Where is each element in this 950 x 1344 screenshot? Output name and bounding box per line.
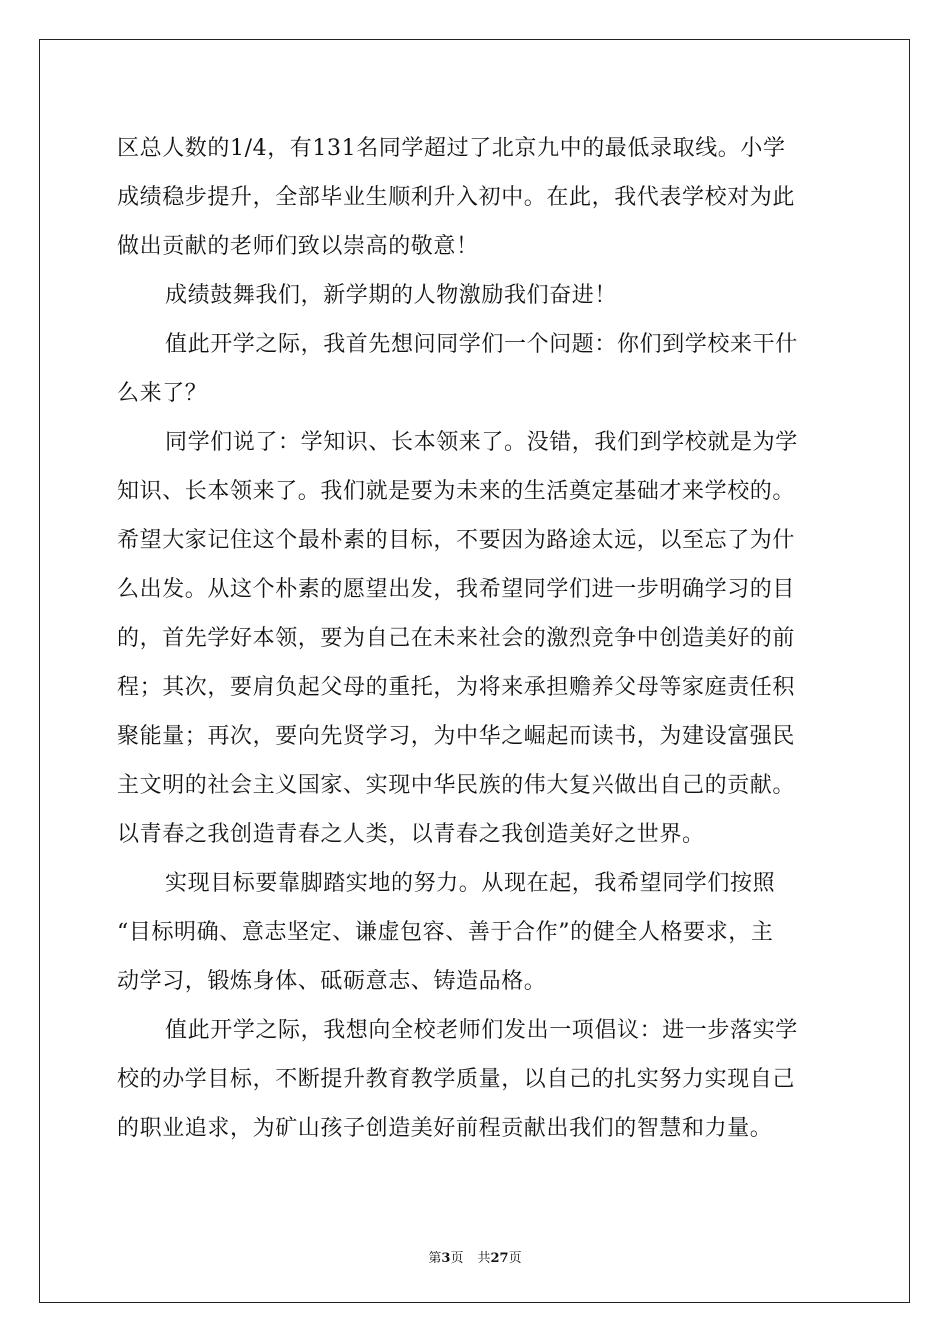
paragraph [117,124,833,271]
text-line: 么来了？ [117,381,208,406]
text-line: 程；其次，要肩负起父母的重托，为将来承担赡养父母等家庭责任积 [117,675,796,700]
paragraph [117,271,833,320]
total-prefix: 共 [477,1251,491,1266]
page-number: 3 [441,1251,451,1266]
page-footer [0,1247,950,1266]
document-body [117,124,833,1153]
page-prefix: 第 [428,1251,442,1266]
text-line: 知识、长本领来了。我们就是要为未来的生活奠定基础才来学校的。 [117,479,796,504]
text-line: 校的办学目标，不断提升教育教学质量，以自己的扎实努力实现自己 [117,1067,796,1092]
text-line: 区总人数的1/4，有131名同学超过了北京九中的最低录取线。小学 [117,136,786,161]
text-line: 值此开学之际，我首先想问同学们一个问题：你们到学校来干什 [165,332,798,357]
text-line: 的职业追求，为矿山孩子创造美好前程贡献出我们的智慧和力量。 [117,1116,773,1141]
text-line: 同学们说了：学知识、长本领来了。没错，我们到学校就是为学 [165,430,798,455]
text-line: 动学习，锻炼身体、砥砺意志、铸造品格。 [117,969,547,994]
text-line: 聚能量；再次，要向先贤学习，为中华之崛起而读书，为建设富强民 [117,724,796,749]
paragraph [117,1006,833,1153]
paragraph [117,418,833,859]
text-line: 么出发。从这个朴素的愿望出发，我希望同学们进一步明确学习的目 [117,577,796,602]
page-suffix: 页 [450,1251,464,1266]
text-line: 成绩鼓舞我们，新学期的人物激励我们奋进！ [165,283,618,308]
text-line: 以青春之我创造青春之人类，以青春之我创造美好之世界。 [117,822,705,847]
text-line: 主文明的社会主义国家、实现中华民族的伟大复兴做出自己的贡献。 [117,773,796,798]
text-line: 成绩稳步提升，全部毕业生顺利升入初中。在此，我代表学校对为此 [117,185,796,210]
total-suffix: 页 [508,1251,522,1266]
text-line: 做出贡献的老师们致以崇高的敬意！ [117,234,479,259]
paragraph [117,320,833,418]
paragraph [117,859,833,1006]
text-line: 的，首先学好本领，要为自己在未来社会的激烈竞争中创造美好的前 [117,626,796,651]
text-line: 希望大家记住这个最朴素的目标，不要因为路途太远，以至忘了为什 [117,528,796,553]
text-line: 值此开学之际，我想向全校老师们发出一项倡议：进一步落实学 [165,1018,798,1043]
total-pages: 27 [490,1251,509,1266]
text-line: “目标明确、意志坚定、谦虚包容、善于合作”的健全人格要求，主 [117,920,774,945]
text-line: 实现目标要靠脚踏实地的努力。从现在起，我希望同学们按照 [165,871,776,896]
